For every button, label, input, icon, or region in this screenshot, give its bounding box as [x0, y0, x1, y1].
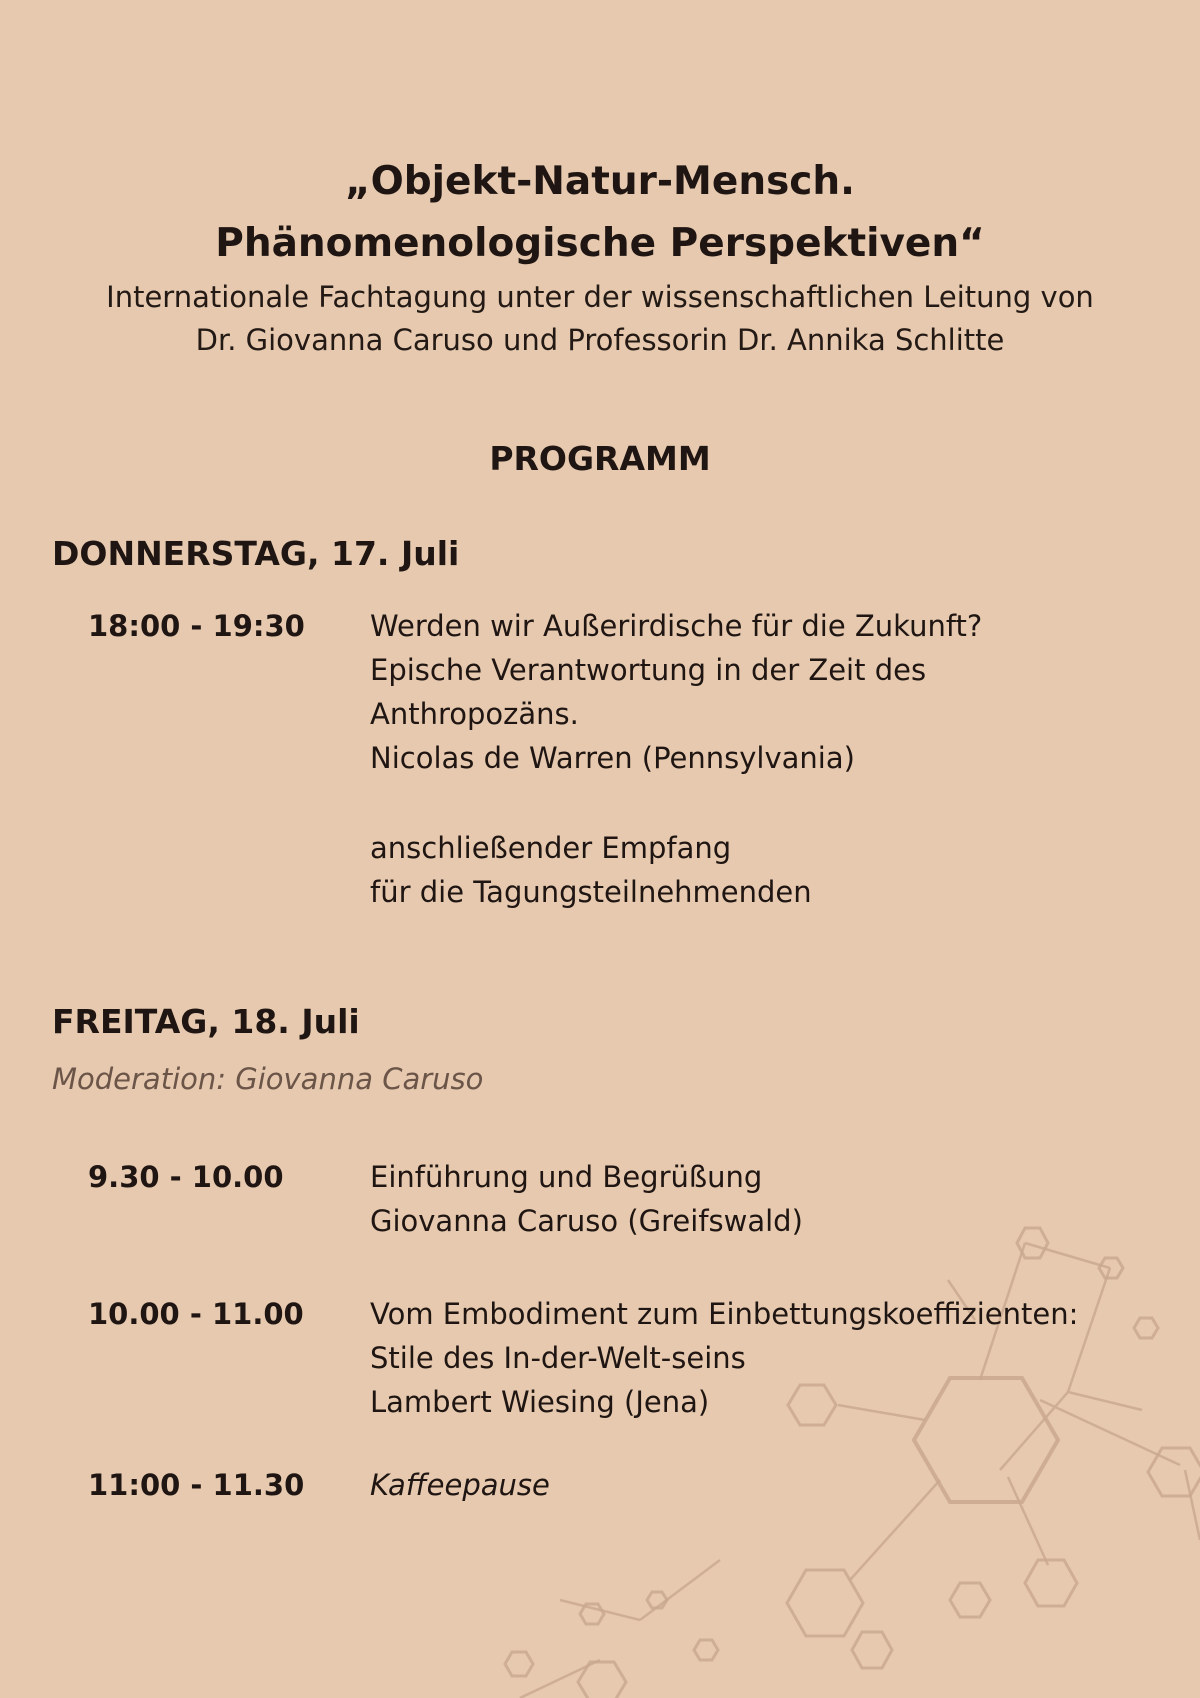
session-time: 10.00 - 11.00: [88, 1297, 304, 1331]
session-line: Vom Embodiment zum Einbettungskoeffizienten:: [370, 1297, 1079, 1331]
session-speaker: Nicolas de Warren (Pennsylvania): [370, 741, 855, 775]
subtitle-line-1: Internationale Fachtagung unter der wissenschaftlichen Leitung von: [106, 280, 1094, 314]
moderation-note: Moderation: Giovanna Caruso: [52, 1062, 484, 1096]
coffee-break-label: Kaffeepause: [370, 1468, 550, 1502]
day-heading-friday: FREITAG, 18. Juli: [52, 1002, 360, 1041]
session-speaker: Lambert Wiesing (Jena): [370, 1385, 710, 1419]
session-time: 9.30 - 10.00: [88, 1160, 284, 1194]
session-speaker: Giovanna Caruso (Greifswald): [370, 1204, 803, 1238]
page-title-line-1: „Objekt-Natur-Mensch.: [344, 159, 855, 204]
day-heading-thursday: DONNERSTAG, 17. Juli: [52, 534, 460, 573]
session-line: Epische Verantwortung in der Zeit des: [370, 653, 927, 687]
session-line: Einführung und Begrüßung: [370, 1160, 763, 1194]
session-line: Stile des In-der-Welt-seins: [370, 1341, 746, 1375]
session-line: Anthropozäns.: [370, 697, 579, 731]
session-line: Werden wir Außerirdische für die Zukunft?: [370, 609, 983, 643]
program-heading: PROGRAMM: [489, 439, 711, 478]
subtitle-line-2: Dr. Giovanna Caruso und Professorin Dr. Annika Schlitte: [195, 323, 1005, 357]
session-line: für die Tagungsteilnehmenden: [370, 875, 812, 909]
page-title-line-2: Phänomenologische Perspektiven“: [215, 221, 985, 266]
session-time: 18:00 - 19:30: [88, 609, 305, 643]
session-line: anschließender Empfang: [370, 831, 732, 865]
session-time: 11:00 - 11.30: [88, 1468, 305, 1502]
